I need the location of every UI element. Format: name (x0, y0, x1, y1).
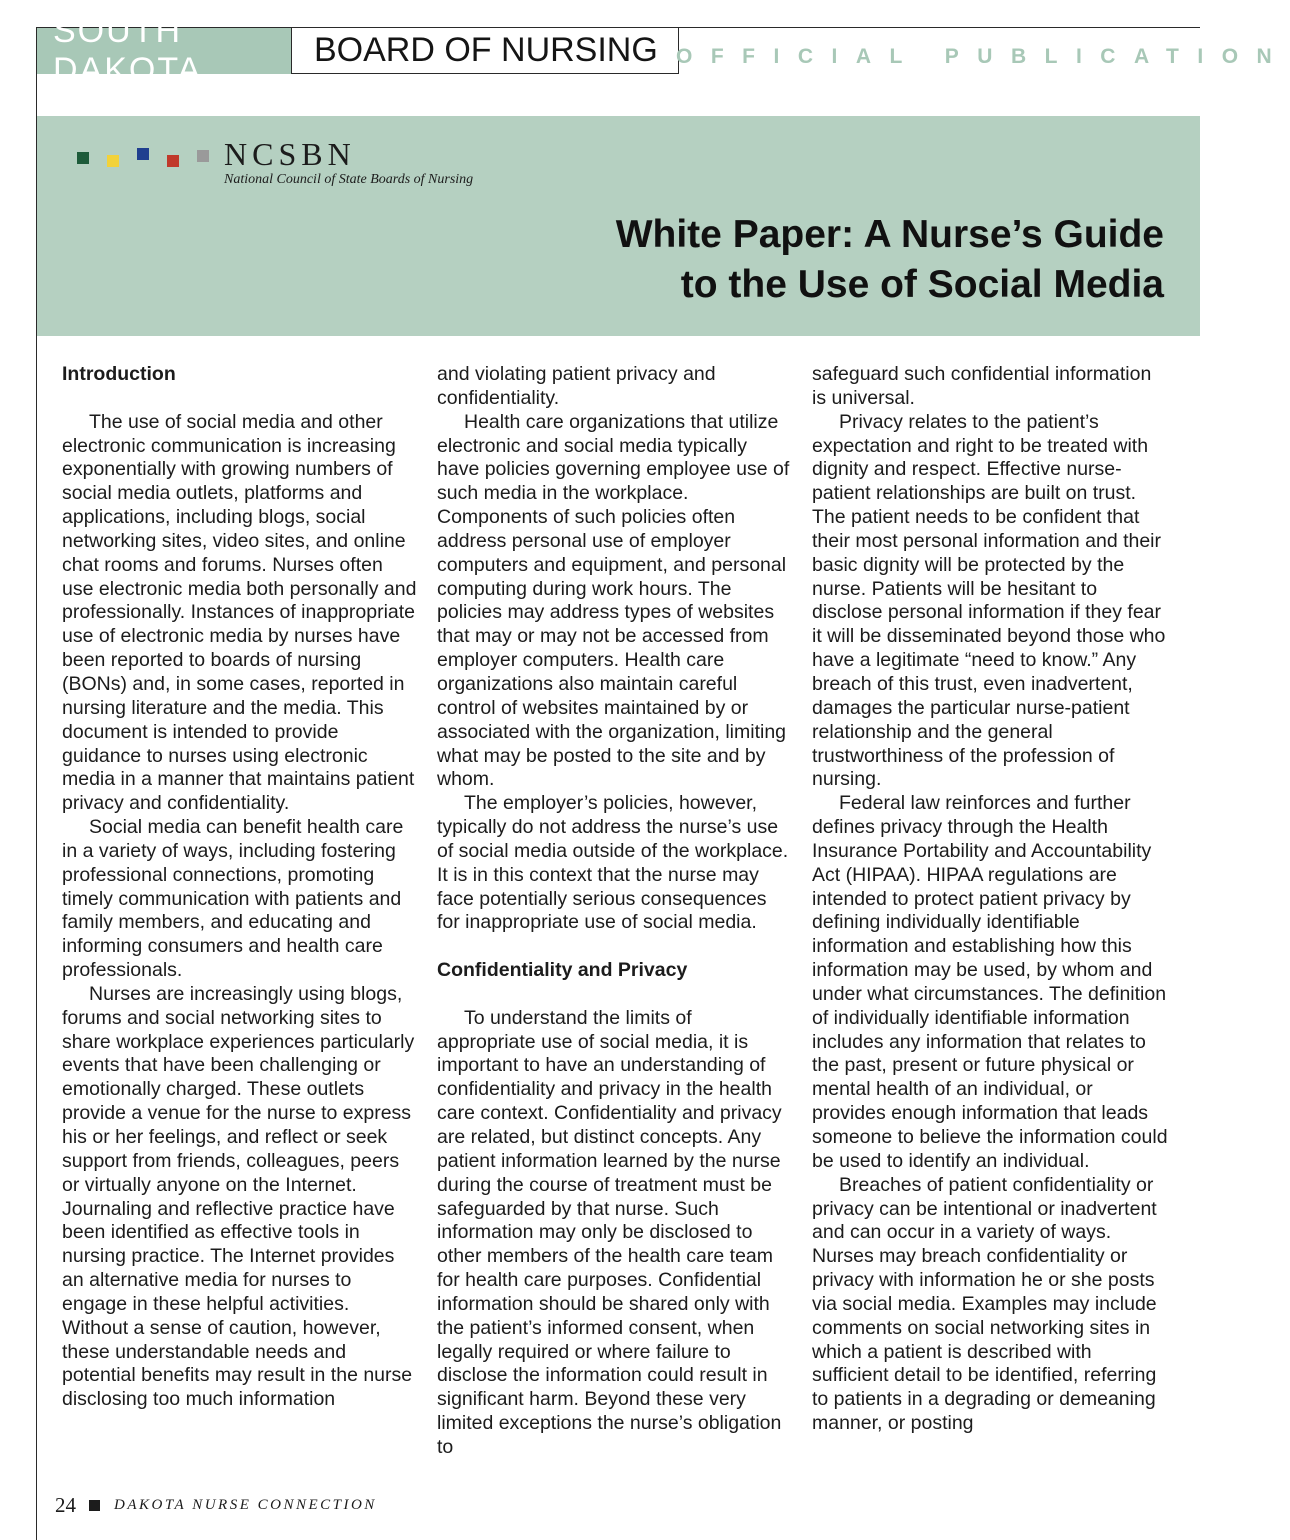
paragraph: The employer’s policies, however, typically do not address the nurse’s use of social media outside of the workplace. It is in this context that the nurse may face potentially serious consequences for inappropriate use of social media. (437, 792, 789, 934)
paragraph: Nurses are increasingly using blogs, forums and social networking sites to share workplace experiences particularly events that have been challenging or emotionally charged. These outlets provide a venue for the nurse to express his or her feelings, and reflect or seek support from friends, colleagues, peers or virtually anyone on the Internet. Journaling and reflective practice have been identified as effective tools in nursing practice. The Internet provides an alternative media for nurses to engage in these helpful activities. Without a sense of caution, however, these understandable needs and potential benefits may result in the nurse disclosing too much information (62, 982, 415, 1411)
article-title-line-1: White Paper: A Nurse’s Guide (615, 213, 1164, 256)
paragraph: safeguard such confidential information is universal. (812, 363, 1152, 409)
paragraph: The use of social media and other electronic communication is increasing exponentially with growing numbers of social media outlets, platforms and applications, including blogs, social networking sites, video sites, and online chat rooms and forums. Nurses often use electronic media both personally and professionally. Instances of inappropriate use of electronic media by nurses have been reported to boards of nursing (BONs) and, in some cases, reported in nursing literature and the media. This document is intended to provide guidance to nurses using electronic media in a manner that maintains patient privacy and confidentiality. (62, 410, 417, 815)
article-title-line-2: to the Use of Social Media (680, 263, 1164, 306)
logo-square-red (167, 155, 179, 167)
logo-square-green (77, 152, 89, 164)
footer-square-icon (89, 1500, 100, 1511)
official-publication-tagline: OFFICIAL PUBLICATION (676, 45, 1290, 68)
paragraph: Social media can benefit health care in a variety of ways, including fostering professional connections, promoting timely communication with patients and family members, and educating and informing consumers and health care professionals. (62, 816, 404, 982)
ncsbn-full-name: National Council of State Boards of Nursing (224, 172, 474, 187)
article-column-3 (812, 363, 1168, 1436)
article-column-1 (62, 363, 418, 1412)
section-heading-introduction: Introduction (62, 363, 176, 385)
section-heading-confidentiality: Confidentiality and Privacy (437, 959, 688, 982)
paragraph: To understand the limits of appropriate use of social media, it is important to have an understanding of confidentiality and privacy in the health care context. Confidentiality and privacy are related, but distinct concepts. Any patient information learned by the nurse during the course of treatment must be safeguarded by that nurse. Such information may only be disclosed to other members of the health care team for health care purposes. Confidential information should be shared only with the patient’s informed consent, when legally required or where failure to disclose the information could result in significant harm. Beyond these very limited exceptions the nurse’s obligation to (437, 1006, 782, 1458)
paragraph: Federal law reinforces and further defines privacy through the Health Insurance Portability and Accountability Act (HIPAA). HIPAA regulations are intended to protect patient privacy by defining individually identifiable information and establishing how this information may be used, by whom and under what circumstances. The definition of individually identifiable information includes any information that relates to the past, present or future physical or mental health of an individual, or provides enough information that leads someone to believe the information could be used to identify an individual. (812, 792, 1168, 1172)
paragraph: Privacy relates to the patient’s expectation and right to be treated with dignity and respect. Effective nurse-patient relationships are built on trust. The patient needs to be confident that their most personal information and their basic dignity will be protected by the nurse. Patients will be hesitant to disclose personal information if they fear it will be disseminated beyond those who have a legitimate “need to know.” Any breach of this trust, even inadvertent, damages the particular nurse-patient relationship and the general trustworthiness of the profession of nursing. (812, 410, 1166, 791)
article-title (616, 210, 1164, 310)
paragraph: Health care organizations that utilize electronic and social media typically have policies governing employee use of such media in the workplace. Components of such policies often address personal use of employer computers and equipment, and personal computing during work hours. The policies may address types of websites that may or may not be accessed from employer computers. Health care organizations also maintain careful control of websites maintained by or associated with the organization, limiting what may be posted to the site and by whom. (437, 410, 790, 791)
board-label: BOARD OF NURSING (291, 28, 679, 74)
publication-name: DAKOTA NURSE CONNECTION (114, 1497, 377, 1513)
page-number: 24 (55, 1493, 76, 1517)
paragraph: Breaches of patient confidentiality or privacy can be intentional or inadvertent and can occur in a variety of ways. Nurses may breach confidentiality or privacy with information he or she posts via social media. Examples may include comments on social networking sites in which a patient is described with sufficient detail to be identified, referring to patients in a degrading or demeaning manner, or posting (812, 1173, 1157, 1435)
logo-square-gray (197, 150, 209, 162)
ncsbn-logo-text: NCSBN (224, 136, 356, 172)
logo-square-yellow (107, 155, 119, 167)
page-footer (55, 1493, 377, 1518)
state-label: SOUTH DAKOTA (37, 28, 291, 74)
logo-square-blue (137, 148, 149, 160)
paragraph: and violating patient privacy and confidentiality. (437, 363, 716, 409)
article-column-2 (437, 363, 793, 1460)
title-banner (37, 116, 1200, 336)
masthead (37, 12, 679, 89)
